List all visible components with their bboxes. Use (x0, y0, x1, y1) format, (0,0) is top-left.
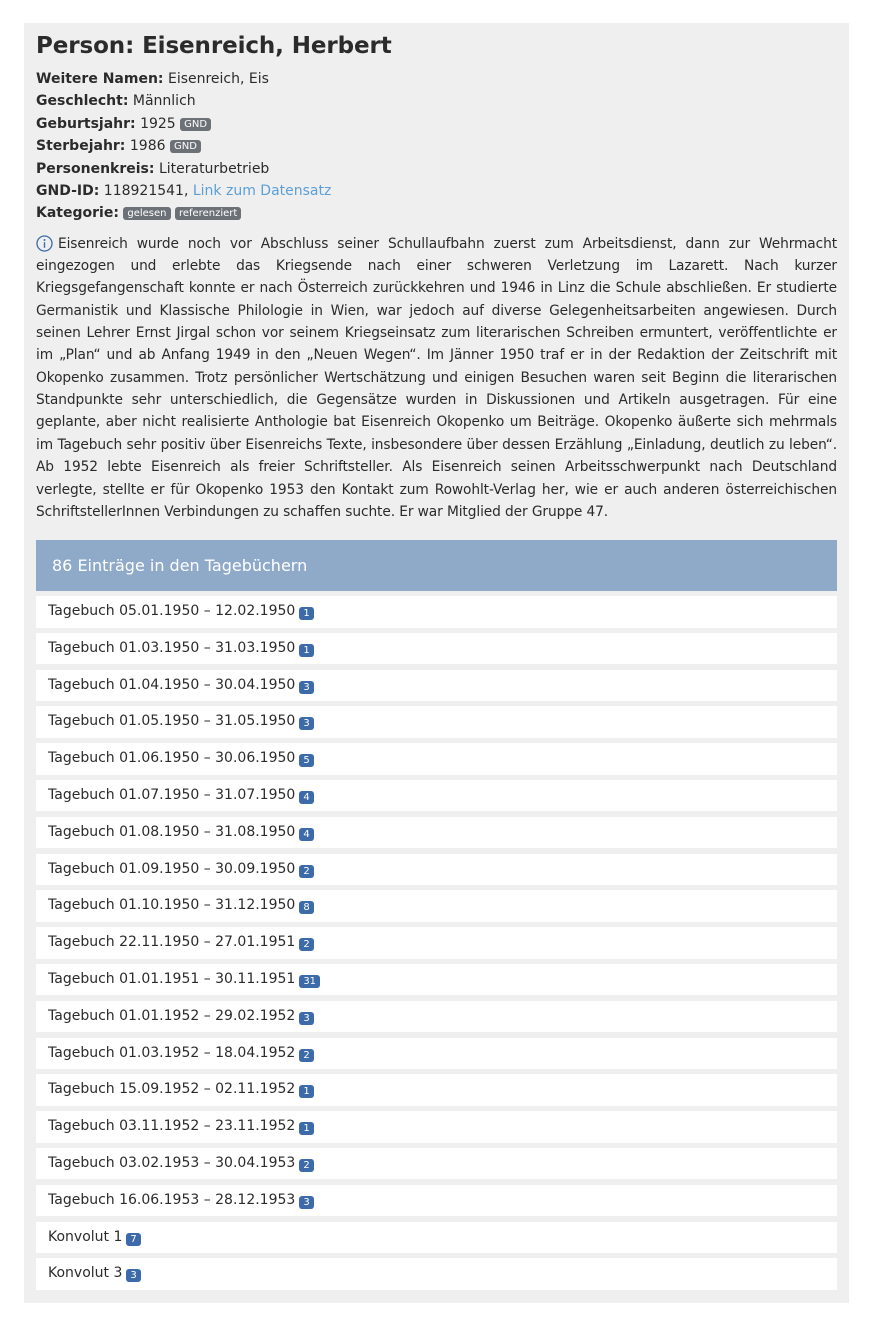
entry-label: Tagebuch 01.03.1950 – 31.03.1950 (48, 639, 296, 656)
entry-label: Tagebuch 03.11.1952 – 23.11.1952 (48, 1118, 296, 1135)
entry-count-badge: 4 (299, 791, 313, 804)
field-label: Weitere Namen: (36, 71, 164, 87)
list-item[interactable] (36, 780, 837, 812)
list-item[interactable] (36, 670, 837, 702)
list-item[interactable] (36, 1038, 837, 1070)
entry-label: Tagebuch 01.03.1952 – 18.04.1952 (48, 1044, 296, 1061)
entry-count-badge: 1 (299, 644, 313, 657)
field-value: Literaturbetrieb (158, 160, 270, 177)
entry-label: Tagebuch 01.06.1950 – 30.06.1950 (48, 750, 296, 767)
field-label: Sterbejahr: (36, 138, 126, 155)
entry-label: Tagebuch 16.06.1953 – 28.12.1953 (48, 1191, 296, 1208)
field-value: Männlich (132, 93, 196, 110)
entry-label: Tagebuch 01.08.1950 – 31.08.1950 (48, 823, 296, 840)
entry-label: Tagebuch 01.01.1951 – 30.11.1951 (48, 970, 296, 987)
entry-count-badge: 8 (299, 901, 313, 914)
entries-panel-heading: 86 Einträge in den Tagebüchern (36, 540, 837, 591)
entry-count-badge: 3 (299, 1196, 313, 1209)
entry-count-badge: 1 (299, 607, 313, 620)
field-label: Geburtsjahr: (36, 115, 136, 132)
field-geburtsjahr (36, 113, 837, 135)
list-item[interactable] (36, 890, 837, 922)
field-value: 118921541, (103, 182, 189, 199)
field-weitere-namen (36, 68, 837, 90)
entry-count-badge: 2 (299, 938, 313, 951)
entry-count-badge: 4 (299, 828, 313, 841)
list-item[interactable] (36, 927, 837, 959)
entry-count-badge: 3 (299, 717, 313, 730)
field-value: Eisenreich, Eis (167, 71, 269, 87)
field-label: GND-ID: (36, 182, 100, 199)
entry-count-badge: 2 (299, 865, 313, 878)
entry-count-badge: 2 (299, 1159, 313, 1172)
entry-count-badge: 1 (299, 1122, 313, 1135)
list-item[interactable] (36, 817, 837, 849)
list-item[interactable] (36, 964, 837, 996)
biography (36, 233, 837, 523)
field-kategorie (36, 202, 837, 224)
entry-label: Tagebuch 05.01.1950 – 12.02.1950 (48, 603, 296, 619)
entry-count-badge: 7 (126, 1233, 140, 1246)
field-gnd-id (36, 180, 837, 202)
entry-label: Konvolut 3 (48, 1265, 123, 1282)
entry-count-badge: 2 (299, 1049, 313, 1062)
list-item[interactable] (36, 1258, 837, 1290)
entry-label: Tagebuch 22.11.1950 – 27.01.1951 (48, 934, 296, 951)
person-card (24, 23, 849, 1303)
field-label: Personenkreis: (36, 160, 155, 177)
gnd-badge: GND (180, 118, 211, 131)
list-item[interactable] (36, 1111, 837, 1143)
entry-label: Tagebuch 03.02.1953 – 30.04.1953 (48, 1154, 296, 1171)
field-label: Kategorie: (36, 205, 119, 222)
list-item[interactable] (36, 1222, 837, 1254)
category-tag-referenziert: referenziert (175, 207, 241, 220)
list-item[interactable] (36, 1001, 837, 1033)
entry-count-badge: 3 (299, 681, 313, 694)
list-item[interactable] (36, 854, 837, 886)
list-item[interactable] (36, 743, 837, 775)
list-item[interactable] (36, 1185, 837, 1217)
info-circle-icon (36, 235, 53, 252)
field-sterbejahr (36, 135, 837, 157)
field-value: 1925 (140, 115, 176, 132)
entry-label: Tagebuch 01.10.1950 – 31.12.1950 (48, 897, 296, 914)
list-item[interactable] (36, 1074, 837, 1106)
biography-text: Eisenreich wurde noch vor Abschluss seiner Schullaufbahn zuerst zum Arbeitsdienst, dann zur Wehrmacht eingezogen und erlebte das Kriegsende nach einer schweren Verletzung im Lazarett. Nach kurzer Kriegsgefangenschaft konnte er nach Österreich zurückkehren und 1946 in Linz die Schule abschließen. Er studierte Germanistik und Klassische Philologie in Wien, war jedoch auf diverse Gelegenheitsarbeiten angewiesen. Durch seinen Lehrer Ernst Jirgal schon vor seinem Kriegseinsatz zum literarischen Schreiben ermuntert, veröffentlichte er im „Plan“ und ab Anfang 1949 in den „Neuen Wegen“. Im Jänner 1950 traf er in der Redaktion der Zeitschrift mit Okopenko zusammen. Trotz persönlicher Wertschätzung und einigen Besuchen waren seit Beginn die literarischen Standpunkte sehr unterschiedlich, die Gegensätze wurden in Diskussionen und Artikeln ausgetragen. Für eine geplante, aber nicht realisierte Anthologie bat Eisenreich Okopenko um Beiträge. Okopenko äußerte sich mehrmals im Tagebuch sehr positiv über Eisenreichs Texte, insbesondere über dessen Erzählung „Einladung, deutlich zu leben“. Ab 1952 lebte Eisenreich als freier Schriftsteller. Als Eisenreich seinen Arbeitsschwerpunkt nach Deutschland verlegte, stellte er für Okopenko 1953 den Kontakt zum Rowohlt-Verlag her, wie er auch anderen österreichischen SchriftstellerInnen Verbindungen zu schaffen suchte. Er war Mitglied der Gruppe 47. (36, 235, 837, 520)
field-personenkreis (36, 158, 837, 180)
field-geschlecht (36, 90, 837, 112)
list-item[interactable] (36, 596, 837, 628)
field-value: 1986 (129, 138, 166, 155)
gnd-record-link[interactable]: Link zum Datensatz (192, 182, 332, 199)
entry-count-badge: 3 (299, 1012, 313, 1025)
page-title: Person: Eisenreich, Herbert (36, 33, 392, 59)
entry-count-badge: 1 (299, 1085, 313, 1098)
list-item[interactable] (36, 1148, 837, 1180)
entry-count-badge: 5 (299, 754, 313, 767)
entries-list (36, 596, 837, 1295)
entry-label: Tagebuch 01.01.1952 – 29.02.1952 (48, 1007, 296, 1024)
entry-label: Tagebuch 01.07.1950 – 31.07.1950 (48, 786, 296, 803)
category-tag-gelesen: gelesen (123, 207, 170, 220)
field-label: Geschlecht: (36, 93, 129, 110)
entry-count-badge: 31 (299, 975, 320, 988)
entry-label: Tagebuch 01.04.1950 – 30.04.1950 (48, 676, 296, 693)
entry-label: Tagebuch 01.09.1950 – 30.09.1950 (48, 860, 296, 877)
list-item[interactable] (36, 706, 837, 738)
entry-label: Konvolut 1 (48, 1228, 123, 1245)
entry-label: Tagebuch 01.05.1950 – 31.05.1950 (48, 713, 296, 730)
list-item[interactable] (36, 633, 837, 665)
gnd-badge: GND (170, 140, 201, 153)
entry-label: Tagebuch 15.09.1952 – 02.11.1952 (48, 1081, 296, 1098)
entry-count-badge: 3 (126, 1269, 140, 1282)
